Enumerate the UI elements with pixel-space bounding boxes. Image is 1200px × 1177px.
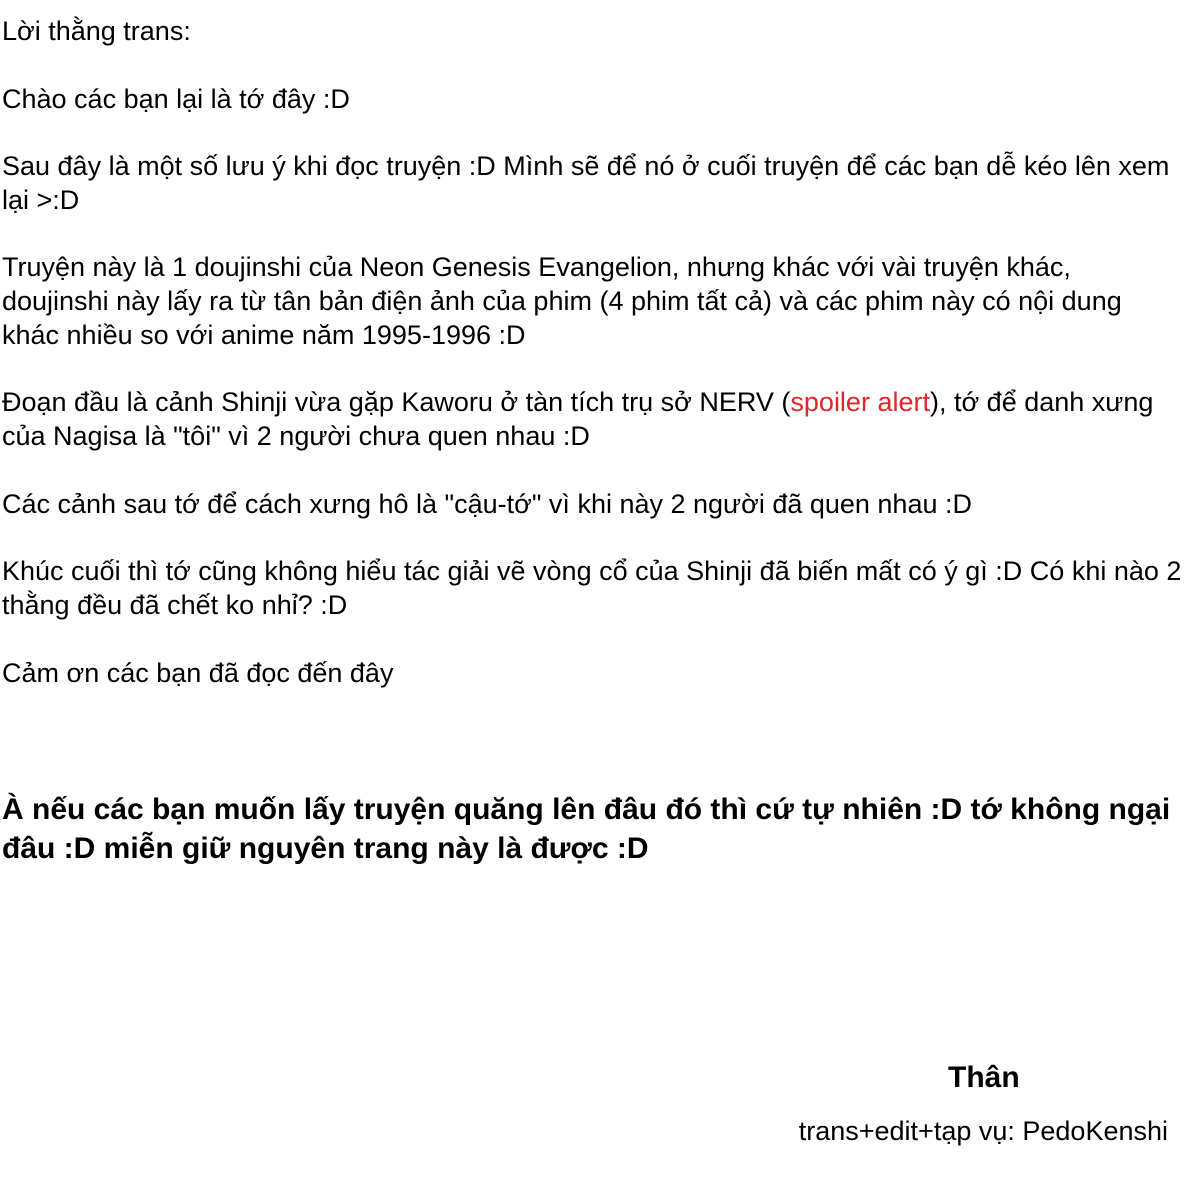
note-heading: Lời thằng trans: <box>2 16 191 46</box>
sign-off: Thân <box>948 1061 1020 1094</box>
first-scene-paragraph <box>2 385 1182 453</box>
share-permission-paragraph: À nếu các bạn muốn lấy truyện quăng lên đâu đó thì cứ tự nhiên :D tớ không ngại đâu :D miễn giữ nguyên trang này là được :D <box>2 793 1171 865</box>
doujinshi-info-paragraph: Truyện này là 1 doujinshi của Neon Genesis Evangelion, nhưng khác với vài truyện khác, doujinshi này lấy ra từ tân bản điện ảnh của phim (4 phim tất cả) và các phim này có nội dung khác nhiều so với anime năm 1995-1996 :D <box>2 252 1122 350</box>
spoiler-alert-text: spoiler alert <box>790 387 930 417</box>
first-scene-text-before: Đoạn đầu là cảnh Shinji vừa gặp Kaworu ở tàn tích trụ sở NERV ( <box>2 387 791 417</box>
later-scenes-paragraph: Các cảnh sau tớ để cách xưng hô là "cậu-tớ" vì khi này 2 người đã quen nhau :D <box>2 489 972 519</box>
greeting-paragraph: Chào các bạn lại là tớ đây :D <box>2 84 350 114</box>
thanks-paragraph: Cảm ơn các bạn đã đọc đến đây <box>2 658 394 688</box>
ending-note-paragraph: Khúc cuối thì tớ cũng không hiểu tác giải vẽ vòng cổ của Shinji đã biến mất có ý gì :D Có khi nào 2 thằng đều đã chết ko nhỉ? :D <box>2 556 1182 620</box>
credits-line: trans+edit+tạp vụ: PedoKenshi <box>798 1116 1168 1146</box>
reading-notes-paragraph: Sau đây là một số lưu ý khi đọc truyện :D Mình sẽ để nó ở cuối truyện để các bạn dễ kéo lên xem lại >:D <box>2 151 1170 215</box>
first-scene-text-after: ), tớ để danh xưng của Nagisa là "tôi" vì 2 người chưa quen nhau :D <box>2 387 1154 451</box>
